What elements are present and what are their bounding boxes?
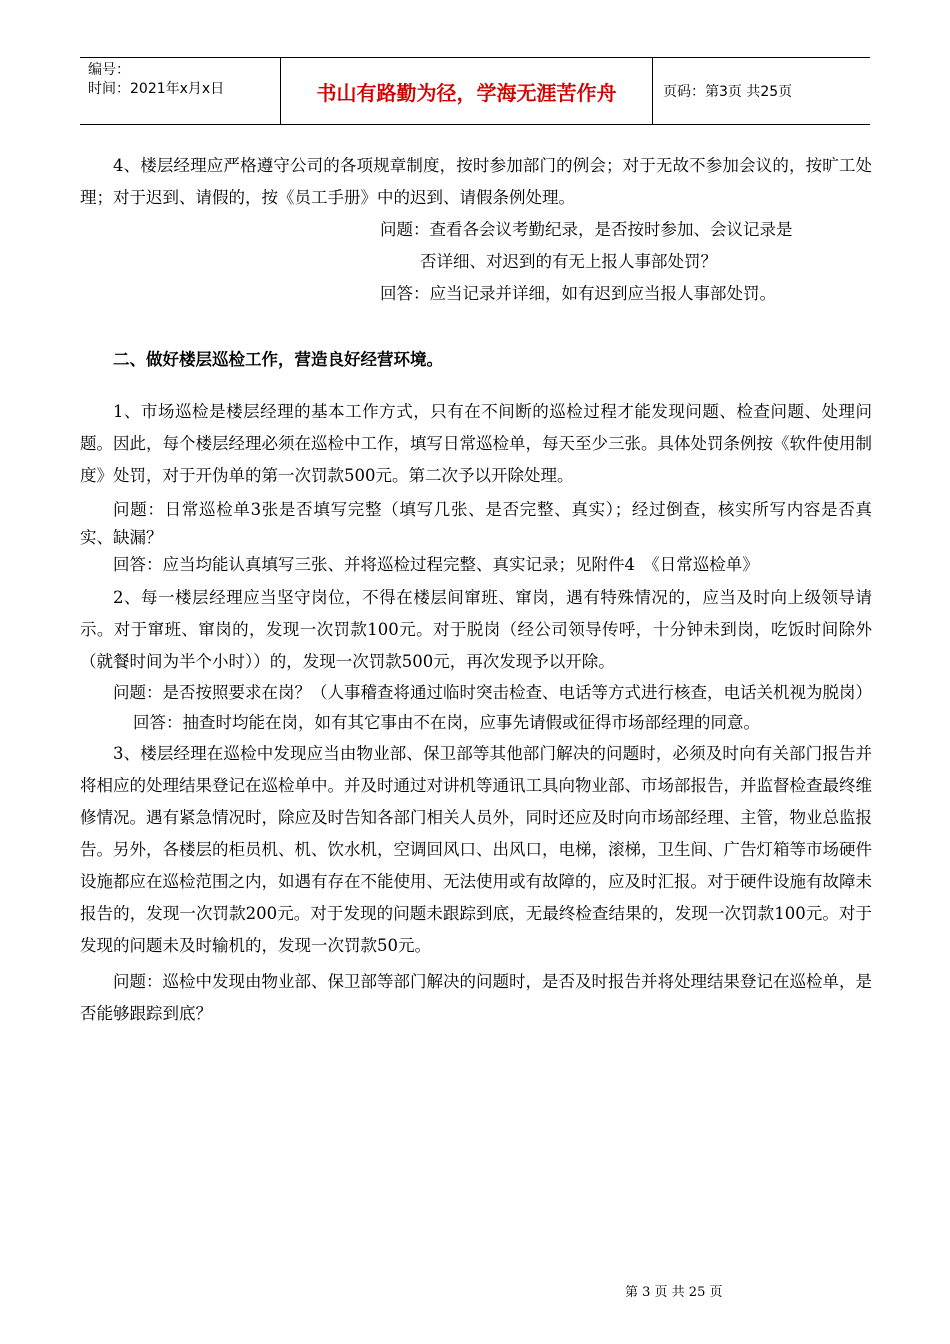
s2-item3-paragraph: 3、楼层经理在巡检中发现应当由物业部、保卫部等其他部门解决的问题时，必须及时向有关部门报告并将相应的处理结果登记在巡检单中。并及时通过对讲机等通讯工具向物业部、市场部报告，并监督检查最终维修情况。遇有紧急情况时，除应及时告知各部门相关人员外，同时还应及时向市场部经理、主管，物业总监报告。另外，各楼层的柜员机、机、饮水机，空调回风口、出风口，电梯，滚梯，卫生间、广告灯箱等市场硬件设施都应在巡检范围之内，如遇有存在不能使用、无法使用或有故障的，应及时汇报。对于硬件设施有故障未报告的，发现一次罚款200元。对于发现的问题未跟踪到底，无最终检查结果的，发现一次罚款100元。对于发现的问题未及时输机的，发现一次罚款50元。 (80, 744, 872, 955)
s2-item2-answer: 回答：抽查时均能在岗，如有其它事由不在岗，应事先请假或征得市场部经理的同意。 (133, 713, 760, 732)
header-page-info: 页码：第3页 共25页 (663, 84, 793, 100)
item4-answer: 回答：应当记录并详细，如有迟到应当报人事部处罚。 (380, 284, 776, 303)
s2-item1-question: 问题：日常巡检单3张是否填写完整（填写几张、是否完整、真实）；经过倒查，核实所写内容是否真实、缺漏？ (80, 500, 872, 547)
item4-question-line2: 否详细、对迟到的有无上报人事部处罚？ (420, 252, 717, 271)
document-body (80, 150, 872, 1030)
header-code-label: 编号： (88, 62, 130, 78)
header-date: 时间：2021年x月x日 (88, 81, 225, 97)
section2-heading: 二、做好楼层巡检工作，营造良好经营环境。 (113, 350, 443, 369)
s2-item3-question: 问题：巡检中发现由物业部、保卫部等部门解决的问题时，是否及时报告并将处理结果登记在巡检单，是否能够跟踪到底？ (80, 972, 872, 1023)
header-motto: 书山有路勤为径，学海无涯苦作舟 (280, 58, 653, 124)
s2-item1-paragraph: 1、市场巡检是楼层经理的基本工作方式，只有在不间断的巡检过程才能发现问题、检查问题、处理问题。因此，每个楼层经理必须在巡检中工作，填写日常巡检单，每天至少三张。具体处罚条例按《软件使用制度》处罚，对于开伪单的第一次罚款500元。第二次予以开除处理。 (80, 402, 872, 485)
s2-item2-paragraph: 2、每一楼层经理应当坚守岗位，不得在楼层间窜班、窜岗，遇有特殊情况的，应当及时向上级领导请示。对于窜班、窜岗的，发现一次罚款100元。对于脱岗（经公司领导传呼，十分钟未到岗，吃饭时间除外（就餐时间为半个小时））的，发现一次罚款500元，再次发现予以开除。 (80, 588, 872, 671)
header-meta (80, 58, 280, 124)
document-header (80, 57, 870, 125)
item4-question-line1: 问题：查看各会议考勤纪录，是否按时参加、会议记录是 (380, 220, 793, 239)
s2-item1-answer: 回答：应当均能认真填写三张、并将巡检过程完整、真实记录；见附件4 《日常巡检单》 (113, 555, 759, 574)
footer-page-number: 第 3 页 共 25 页 (625, 1285, 723, 1300)
item4-paragraph: 4、楼层经理应严格遵守公司的各项规章制度，按时参加部门的例会；对于无故不参加会议的，按旷工处理；对于迟到、请假的，按《员工手册》中的迟到、请假条例处理。 (80, 156, 872, 207)
s2-item2-question: 问题：是否按照要求在岗？（人事稽查将通过临时突击检查、电话等方式进行核查，电话关机视为脱岗） (113, 683, 872, 702)
